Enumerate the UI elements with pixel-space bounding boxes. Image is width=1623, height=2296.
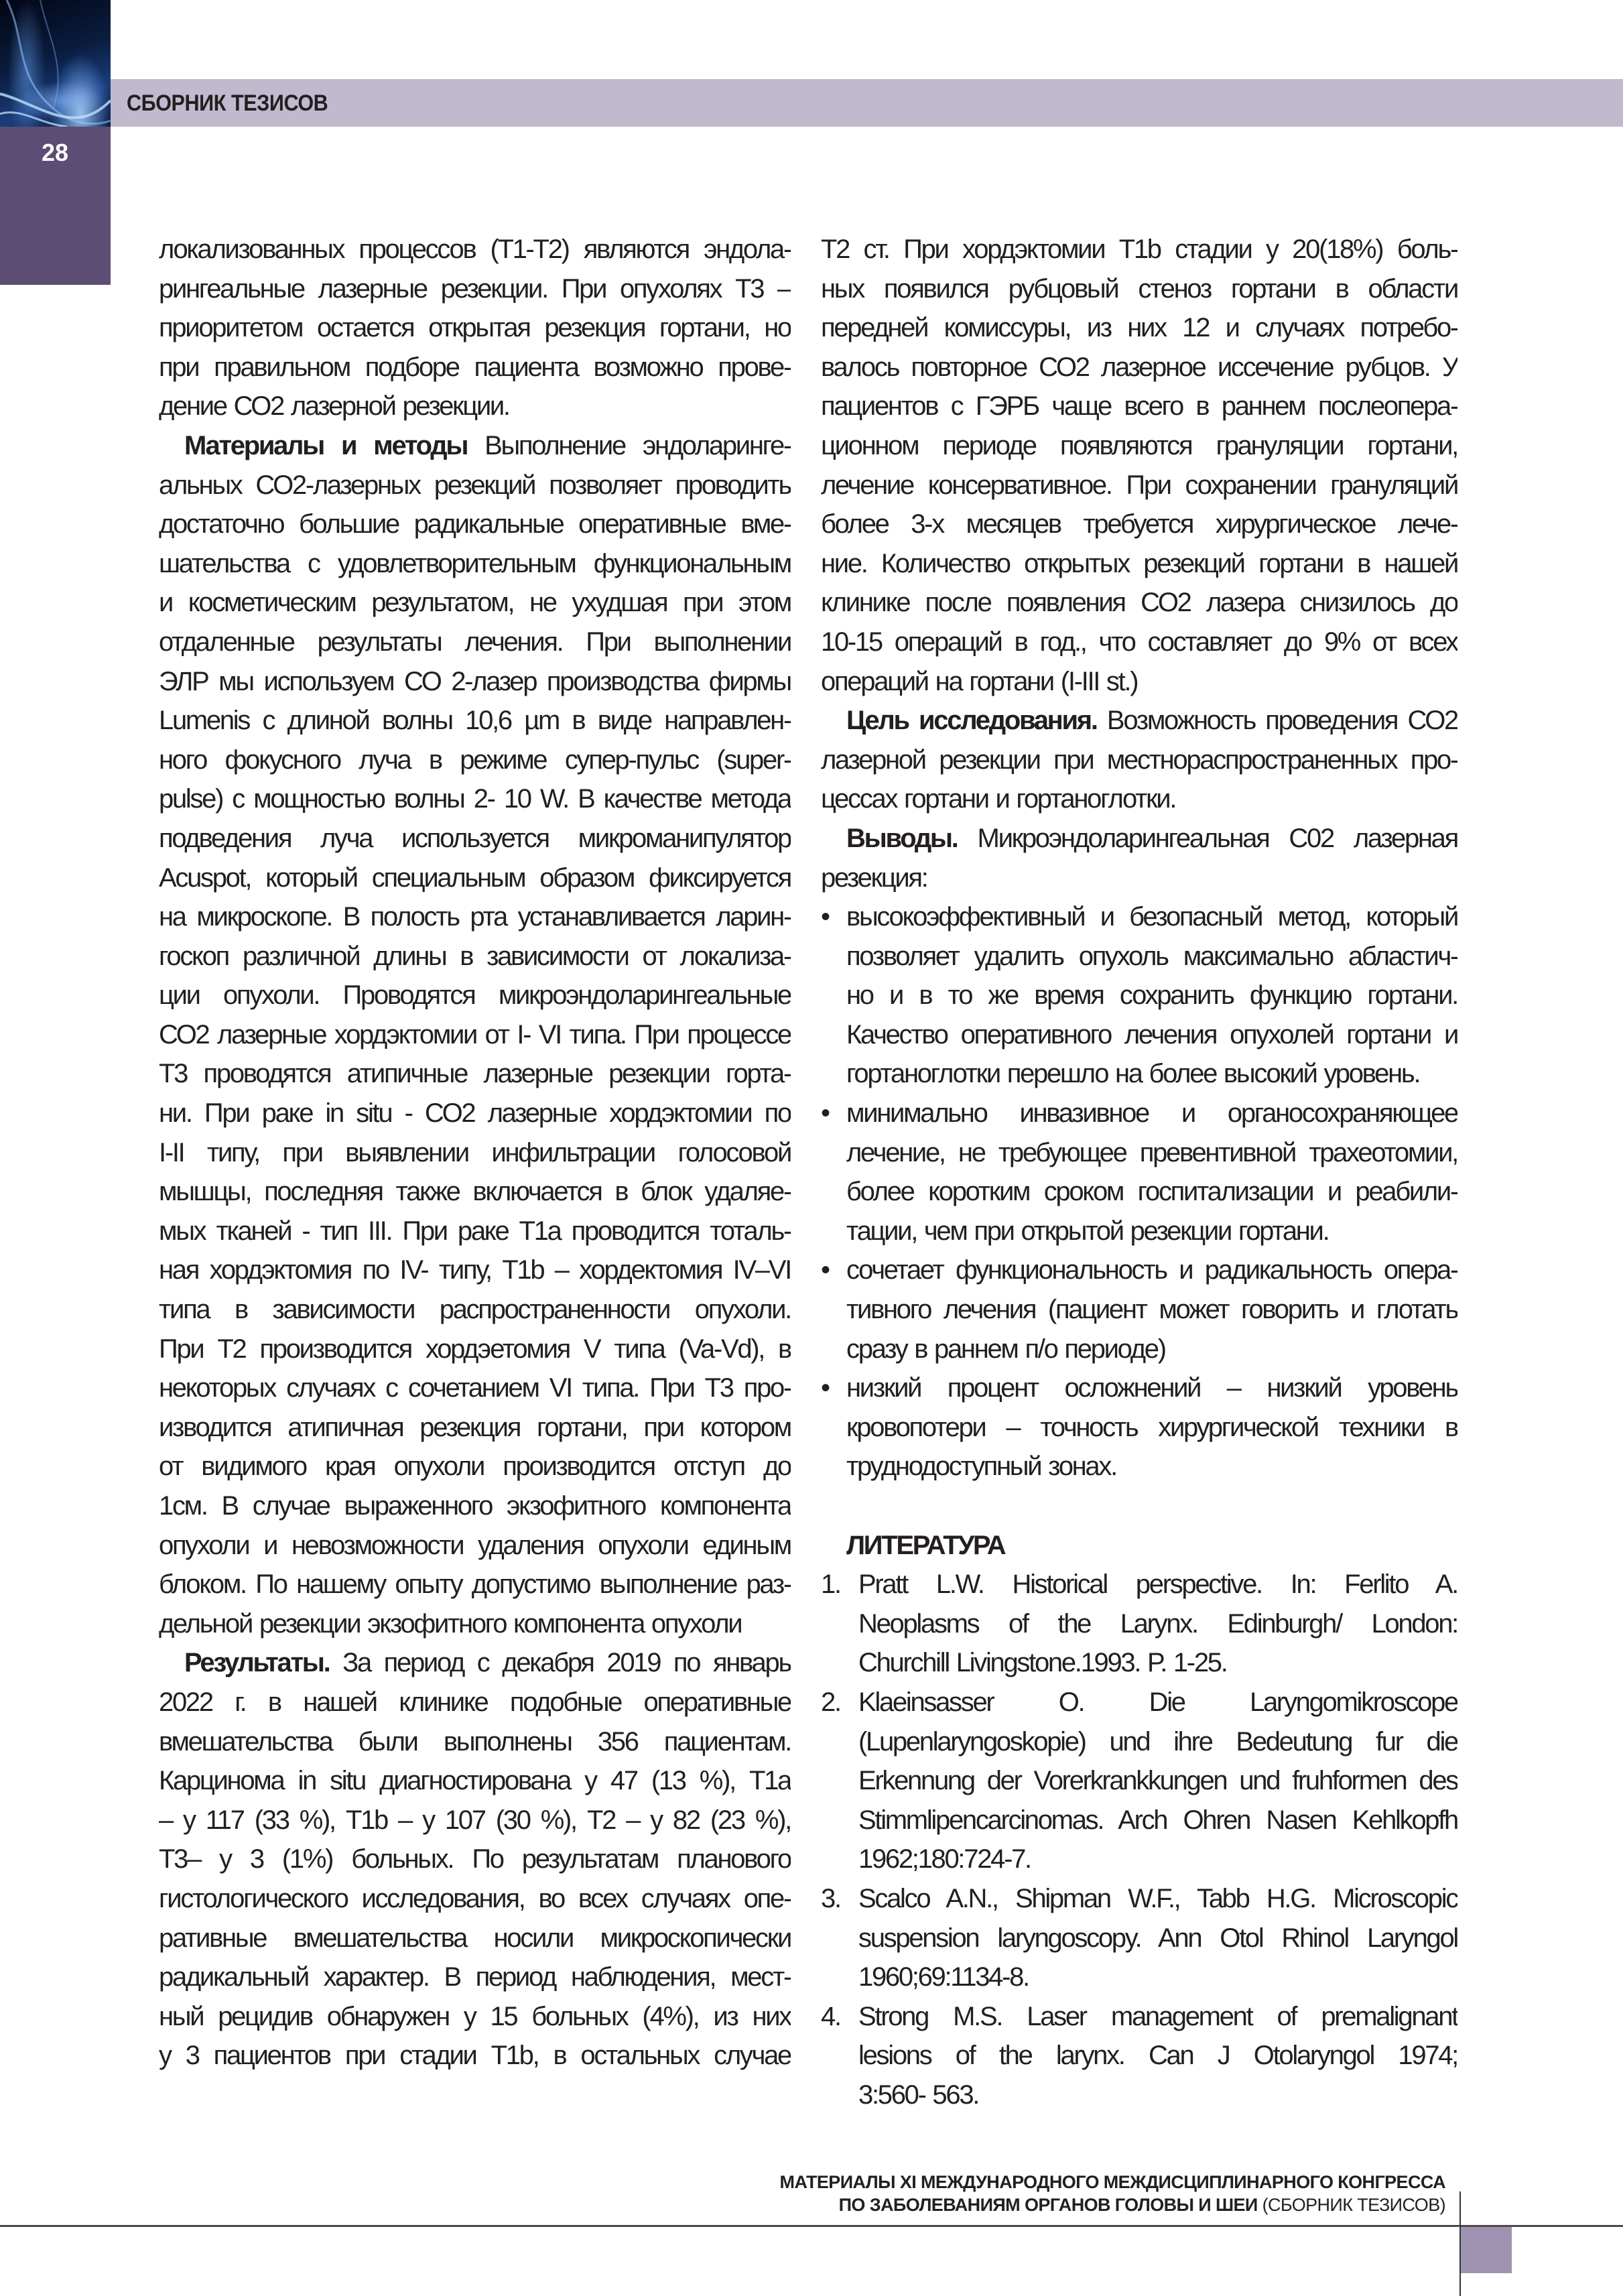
footer-line-2: ПО ЗАБОЛЕВАНИЯМ ОРГАНОВ ГОЛОВЫ И ШЕИ (СБОРНИК ТЕЗИСОВ)	[838, 2195, 1445, 2215]
bullet-icon: •	[821, 1373, 829, 1403]
text-line: I-II типу, при выявлении инфильтрации голосовой	[159, 1137, 791, 1167]
reference-item: 4. Strong M.S. Laser management of premalignant lesions of the larynx. Can J Otolaryngol 1974; 3:560- 563.	[821, 1997, 1457, 2115]
text-line: на микроскопе. В полость рта устанавливается ларин-	[159, 902, 791, 932]
header-bar	[111, 79, 1623, 127]
section-title: СБОРНИК ТЕЗИСОВ	[127, 90, 328, 116]
methods-heading: Материалы и методы	[184, 430, 468, 460]
text-line: лечение консервативное. При сохранении грануляций	[821, 470, 1457, 500]
text-line: ционном периоде появляются грануляции гортани,	[821, 430, 1457, 460]
text-line: альных СО2-лазерных резекций позволяет проводить	[159, 470, 791, 500]
text-line: передней комиссуры, из них 12 и случаях потребо-	[821, 313, 1457, 343]
text-line: типа в зависимости распространенности опухоли.	[159, 1295, 791, 1325]
conclusion-bullet: • низкий процент осложнений – низкий уровень кровопотери – точность хирургической техники в труднодоступный зонах.	[821, 1368, 1457, 1486]
header-decorative-image	[0, 0, 111, 127]
conclusions-heading: Выводы.	[846, 823, 958, 853]
page-number: 28	[42, 139, 69, 166]
text-line: приоритетом остается открытая резекция гортани, но	[159, 313, 791, 343]
text-line: изводится атипичная резекция гортани, при котором	[159, 1412, 791, 1442]
text-line: операций на гортани (I-III st.)	[821, 666, 1138, 696]
text-line: 1см. В случае выраженного экзофитного компонента	[159, 1491, 791, 1521]
text-line: рингеальные лазерные резекции. При опухолях Т3 –	[159, 273, 791, 304]
methods-paragraph-start: Материалы и методы Выполнение эндоларинге-	[184, 430, 791, 460]
text-line: достаточно большие радикальные оперативные вме-	[159, 509, 791, 539]
bullet-icon: •	[821, 1098, 829, 1129]
text-line: валось повторное СО2 лазерное иссечение рубцов. У	[821, 352, 1457, 382]
text-line: у 3 пациентов при стадии Т1b, в остальных случае	[159, 2041, 791, 2071]
footer-accent-block	[1461, 2227, 1512, 2273]
text-line: от видимого края опухоли производится отступ до	[159, 1452, 791, 1482]
conclusions-paragraph-start: Выводы. Микроэндоларингеальная С02 лазерная	[846, 823, 1457, 853]
text-line: дельной резекции экзофитного компонента опухоли	[159, 1608, 742, 1639]
reference-item: 1. Pratt L.W. Historical perspective. In: Ferlito A. Neoplasms of the Larynx. Edinburgh/ London: Churchill Livingstone.1993. P. 1-25.	[821, 1565, 1457, 1683]
text-line: ЭЛР мы используем СО 2-лазер производства фирмы	[159, 666, 791, 696]
text-line: – у 117 (33 %), Т1b – у 107 (30 %), Т2 – у 82 (23 %),	[159, 1805, 791, 1835]
page-number-block	[0, 127, 111, 285]
bullet-icon: •	[821, 902, 829, 932]
results-heading: Результаты.	[184, 1648, 330, 1678]
text-line: ние. Количество открытых резекций гортани в нашей	[821, 548, 1457, 578]
conclusion-bullet: • сочетает функциональность и радикальность опера- тивного лечения (пациент может говорить и глотать сразу в раннем п/о периоде)	[821, 1251, 1457, 1368]
bullet-icon: •	[821, 1255, 829, 1285]
text-line: при правильном подборе пациента возможно прове-	[159, 352, 791, 382]
text-line: ный рецидив обнаружен у 15 больных (4%), из них	[159, 2001, 791, 2031]
conclusion-bullet: • высокоэффективный и безопасный метод, который позволяет удалить опухоль максимально абластич- но и в то же время сохранить функцию гортани. Качество оперативного лечения опухолей гортани и гортаноглотки перешло на более высокий уровень.	[821, 897, 1457, 1094]
text-line: локализованных процессов (T1-T2) являются эндола-	[159, 235, 791, 264]
reference-item: 2. Klaeinsasser O. Die Laryngomikroscope (Lupenlaryngoskopie) und ihre Bedeutung fur die Erkennung der Vorerkrankkungen und fruhformen des Stimmlipencarcinomas. Arch Ohren Nasen Kehlkopfh 1962;180:724-7.	[821, 1683, 1457, 1879]
text-line: госкоп различной длины в зависимости от локализа-	[159, 941, 791, 971]
text-line: пациентов с ГЭРБ чаще всего в раннем послеопера-	[821, 391, 1457, 422]
text-line: шательства с удовлетворительным функциональным	[159, 548, 791, 578]
reference-number: 3.	[821, 1883, 840, 1913]
text-line: блоком. По нашему опыту допустимо выполнение раз-	[159, 1570, 791, 1600]
text-line: вмешательства были выполнены 356 пациентам.	[159, 1726, 791, 1757]
text-line: ции опухоли. Проводятся микроэндоларингеальные	[159, 980, 791, 1011]
text-line: ная хордэктомия по IV- типу, Т1b – хордектомия IV–VI	[159, 1255, 791, 1285]
footer-conference-title	[780, 2171, 1445, 2216]
text-line: pulse) с мощностью волны 2- 10 W. В качестве метода	[159, 784, 791, 814]
text-line: ных появился рубцовый стеноз гортани в области	[821, 273, 1457, 304]
text-line: клинике после появления СО2 лазера снизилось до	[821, 588, 1457, 618]
reference-number: 2.	[821, 1687, 840, 1717]
text-line: Acuspot, который специальным образом фиксируется	[159, 863, 791, 893]
text-line: цессах гортани и гортаноглотки.	[821, 784, 1176, 814]
text-line: мых тканей - тип III. При раке Т1а проводится тоталь-	[159, 1216, 791, 1246]
reference-number: 4.	[821, 2001, 840, 2031]
footer-line-1: МАТЕРИАЛЫ XI МЕЖДУНАРОДНОГО МЕЖДИСЦИПЛИНАРНОГО КОНГРЕССА	[779, 2172, 1445, 2192]
text-line: лазерной резекции при местнораспространенных про-	[821, 745, 1457, 775]
text-line: резекция:	[821, 863, 927, 893]
spacer	[821, 1486, 1457, 1526]
text-line: При Т2 производится хордэетомия V типа (Va-Vd), в	[159, 1334, 791, 1364]
text-line: Т3– у 3 (1%) больных. По результатам планового	[159, 1844, 791, 1874]
results-paragraph-start: Результаты. За период с декабря 2019 по январь	[184, 1648, 791, 1678]
text-line: гистологического исследования, во всех случаях опе-	[159, 1883, 791, 1913]
text-line: 10-15 операций в год., что составляет до 9% от всех	[821, 627, 1457, 657]
text-line: ративные вмешательства носили микроскопически	[159, 1923, 791, 1953]
text-line: ного фокусного луча в режиме супер-пульс (super-	[159, 745, 791, 775]
text-line: ни. При раке in situ - СО2 лазерные хордэктомии по	[159, 1098, 791, 1129]
light-swirl-icon	[0, 0, 111, 127]
text-line: радикальный характер. В период наблюдения, мест-	[159, 1962, 791, 1992]
text-line: Карцинома in situ диагностирована у 47 (13 %), Т1а	[159, 1766, 791, 1796]
reference-number: 1.	[821, 1570, 840, 1600]
text-line: отдаленные результаты лечения. При выполнении	[159, 627, 791, 657]
references-heading: ЛИТЕРАТУРА	[846, 1530, 1005, 1560]
text-line: опухоли и невозможности удаления опухоли единым	[159, 1530, 791, 1560]
aim-heading: Цель исследования.	[846, 706, 1097, 736]
text-line: подведения луча используется микроманипулятор	[159, 823, 791, 853]
text-line: Т2 ст. При хордэктомии Т1b стадии у 20(18%) боль-	[821, 235, 1457, 264]
text-line: некоторых случаях с сочетанием VI типа. При Т3 про-	[159, 1373, 791, 1403]
left-column	[159, 230, 791, 2076]
reference-item: 3. Scalco A.N., Shipman W.F., Tabb H.G. Microscopic suspension laryngoscopy. Ann Otol Rhinol Laryngol 1960;69:1134-8.	[821, 1879, 1457, 1997]
text-line: более 3-х месяцев требуется хирургическое лече-	[821, 509, 1457, 539]
aim-paragraph-start: Цель исследования. Возможность проведения СО2	[846, 706, 1457, 736]
conclusion-bullet: • минимально инвазивное и органосохраняющее лечение, не требующее превентивной трахеотомии, более коротким сроком госпитализации и реабили- тации, чем при открытой резекции гортани.	[821, 1094, 1457, 1251]
text-line: 2022 г. в нашей клинике подобные оперативные	[159, 1687, 791, 1717]
text-line: Lumenis с длиной волны 10,6 µm в виде направлен-	[159, 706, 791, 736]
text-line: дение СО2 лазерной резекции.	[159, 391, 509, 422]
text-line: и косметическим результатом, не ухудшая при этом	[159, 588, 791, 618]
footer-divider	[0, 2225, 1623, 2227]
text-line: СО2 лазерные хордэктомии от I- VI типа. При процессе	[159, 1019, 791, 1049]
text-line: мышцы, последняя также включается в блок удаляе-	[159, 1177, 791, 1207]
right-column	[821, 230, 1457, 2115]
text-line: Т3 проводятся атипичные лазерные резекции горта-	[159, 1059, 791, 1089]
